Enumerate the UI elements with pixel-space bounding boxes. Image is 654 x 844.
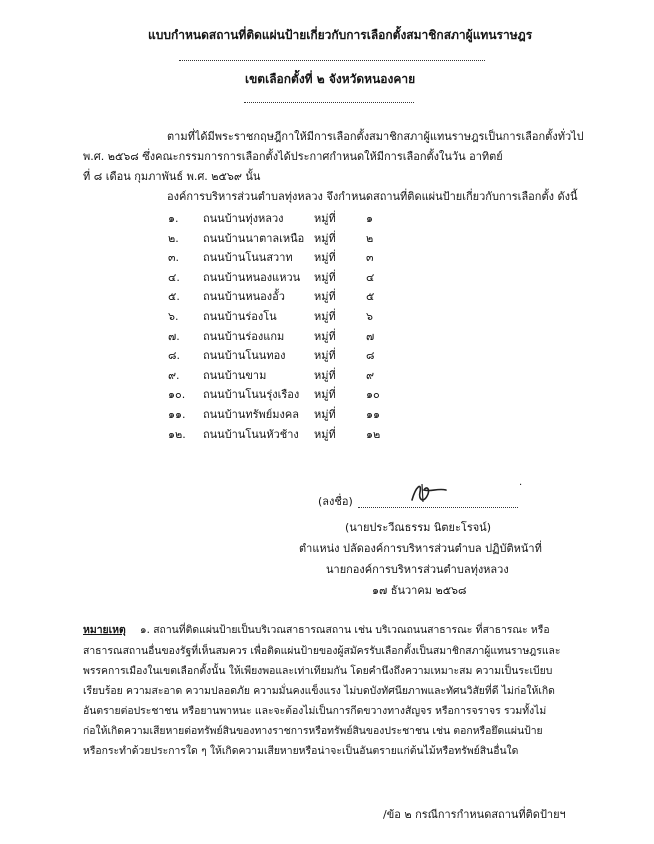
continued-note: /ข้อ ๒ กรณีการกำหนดสถานที่ติดป้ายฯ [383, 808, 566, 821]
moo-label: หมู่ที่ [314, 427, 336, 441]
moo-label: หมู่ที่ [314, 349, 336, 363]
signer-position-2: นายกองค์การบริหารส่วนตำบลทุ่งหลวง [326, 563, 509, 576]
moo-label: หมู่ที่ [314, 329, 336, 343]
location-number: ๓. [168, 251, 180, 265]
moo-number: ๑๐ [366, 388, 380, 402]
title-dotted-line [179, 60, 485, 61]
remark-label: หมายเหตุ [83, 624, 126, 636]
moo-number: ๑๒ [366, 427, 381, 441]
location-number: ๘. [168, 349, 180, 363]
sign-label: (ลงชื่อ) [318, 495, 353, 508]
location-name: ถนนบ้านโนนทอง [203, 349, 286, 363]
moo-number: ๒ [366, 231, 374, 245]
moo-label: หมู่ที่ [314, 408, 336, 421]
location-number: ๗. [168, 329, 180, 343]
remark-line-4: เรียบร้อย ความสะอาด ความปลอดภัย ความมั่นคงแข็งแรง ไม่บดบังทัศนียภาพและทัศนวิสัยที่ดี ไม่ก่อให้เกิด [83, 685, 555, 697]
location-row [0, 330, 654, 345]
location-row [0, 349, 654, 364]
moo-number: ๙ [366, 368, 375, 382]
signer-position-1: ตำแหน่ง ปลัดองค์การบริหารส่วนตำบล ปฏิบัติหน้าที่ [299, 542, 542, 555]
remark-line-2: สาธารณสถานอื่นของรัฐที่เห็นสมควร เพื่อติดแผ่นป้ายของผู้สมัครรับเลือกตั้งเป็นสมาชิกสภาผู้แทนราษฎรและ [83, 645, 561, 657]
location-name: ถนนบ้านหนองแหวน [203, 270, 301, 284]
intro-line-4: องค์การบริหารส่วนตำบลทุ่งหลวง จึงกำหนดสถานที่ติดแผ่นป้ายเกี่ยวกับการเลือกตั้ง ดังนี้ [167, 190, 578, 203]
moo-number: ๓ [366, 251, 374, 265]
intro-line-3: ที่ ๘ เดือน กุมภาพันธ์ พ.ศ. ๒๕๖๙ นั้น [83, 170, 261, 183]
signer-name: (นายประวีณธรรม นิตยะโรจน์) [345, 521, 491, 534]
handwritten-signature [400, 478, 480, 508]
location-number: ๑๑. [168, 408, 186, 421]
remark-line-6: ก่อให้เกิดความเสียหายต่อทรัพย์สินของทางราชการหรือทรัพย์สินของประชาชน เช่น ตอกหรือยึดแผ่นป้าย [83, 725, 543, 737]
moo-number: ๑๑ [366, 408, 380, 421]
location-row [0, 408, 654, 423]
location-row [0, 251, 654, 266]
moo-number: ๕ [366, 290, 375, 304]
moo-number: ๑ [366, 212, 373, 225]
intro-line-2: พ.ศ. ๒๕๖๘ ซึ่งคณะกรรมการการเลือกตั้งได้ประกาศกำหนดให้มีการเลือกตั้งในวัน อาทิตย์ [83, 150, 503, 163]
remark-line-3: พรรคการเมืองในเขตเลือกตั้งนั้น ให้เพียงพอและเท่าเทียมกัน โดยคำนึงถึงความเหมาะสม ความเป็นระเบียบ [83, 665, 553, 677]
moo-number: ๘ [366, 349, 375, 363]
moo-number: ๔ [366, 270, 375, 284]
moo-label: หมู่ที่ [314, 310, 336, 323]
signature-mark: · [519, 480, 523, 491]
location-number: ๑. [168, 212, 179, 225]
location-name: ถนนบ้านร่องแกม [203, 329, 285, 343]
location-row [0, 388, 654, 403]
intro-line-1: ตามที่ได้มีพระราชกฤษฎีกาให้มีการเลือกตั้งสมาชิกสภาผู้แทนราษฎรเป็นการเลือกตั้งทั่วไป [167, 130, 584, 143]
location-name: ถนนบ้านโนนสวาท [203, 251, 293, 265]
location-row [0, 369, 654, 384]
location-row [0, 310, 654, 325]
moo-label: หมู่ที่ [314, 368, 336, 382]
location-name: ถนนบ้านทรัพย์มงคล [203, 408, 299, 421]
remark-line-7: หรือกระทำด้วยประการใด ๆ ให้เกิดความเสียหายหรือน่าจะเป็นอันตรายแก่ต้นไม้หรือทรัพย์สินอื่นใด [83, 745, 519, 757]
location-number: ๖. [168, 310, 179, 323]
moo-label: หมู่ที่ [314, 251, 336, 265]
location-number: ๔. [168, 270, 180, 284]
location-number: ๑๐. [168, 388, 186, 402]
moo-number: ๗ [366, 329, 375, 343]
location-name: ถนนบ้านขาม [203, 368, 267, 382]
location-name: ถนนบ้านร่องโน [203, 310, 277, 323]
location-number: ๕. [168, 290, 180, 304]
location-row [0, 232, 654, 247]
moo-label: หมู่ที่ [314, 270, 336, 284]
moo-label: หมู่ที่ [314, 388, 336, 402]
location-name: ถนนบ้านทุ่งหลวง [203, 212, 284, 225]
location-name: ถนนบ้านนาตาลเหนือ [203, 231, 305, 245]
location-number: ๑๒. [168, 427, 186, 441]
location-row [0, 428, 654, 443]
location-row [0, 290, 654, 305]
location-name: ถนนบ้านหนองอั้ว [203, 290, 285, 304]
sign-date: ๑๗ ธันวาคม ๒๕๖๘ [372, 584, 467, 597]
document-subtitle: เขตเลือกตั้งที่ ๒ จังหวัดหนองคาย [245, 72, 416, 86]
moo-label: หมู่ที่ [314, 212, 336, 225]
moo-label: หมู่ที่ [314, 290, 336, 304]
remark-line-5: อันตรายต่อประชาชน หรือยานพาหนะ และจะต้องไม่เป็นการกีดขวางทางสัญจร หรือการจราจร รวมทั้งไม่ [83, 705, 547, 717]
location-row [0, 271, 654, 286]
subtitle-dotted-line [244, 102, 414, 103]
moo-number: ๖ [366, 310, 373, 323]
moo-label: หมู่ที่ [314, 231, 336, 245]
document-title: แบบกำหนดสถานที่ติดแผ่นป้ายเกี่ยวกับการเลือกตั้งสมาชิกสภาผู้แทนราษฎร [148, 28, 533, 42]
remark-line-1: ๑. สถานที่ติดแผ่นป้ายเป็นบริเวณสาธารณสถาน เช่น บริเวณถนนสาธารณะ ที่สาธารณะ หรือ [140, 624, 550, 636]
location-name: ถนนบ้านโนนรุ่งเรือง [203, 388, 300, 402]
location-number: ๙. [168, 368, 180, 382]
location-number: ๒. [168, 231, 179, 245]
location-name: ถนนบ้านโนนหัวช้าง [203, 427, 299, 441]
location-row [0, 212, 654, 227]
